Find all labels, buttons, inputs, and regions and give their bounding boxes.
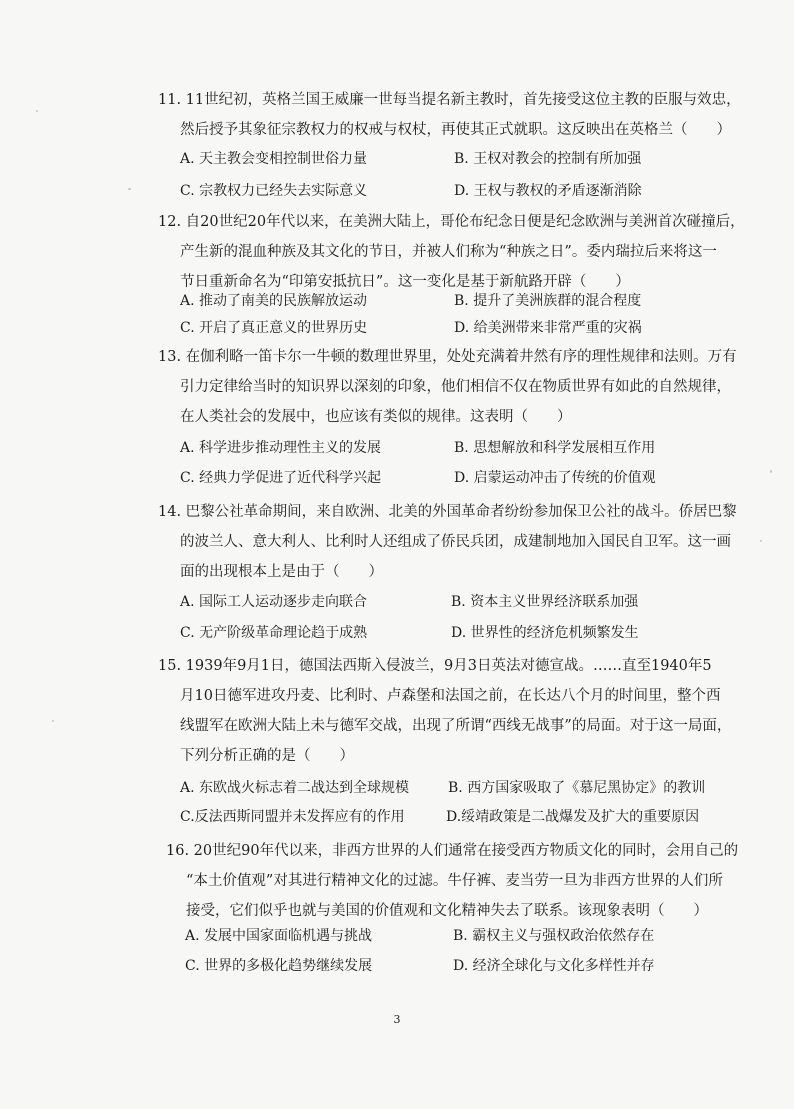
question-12 bbox=[158, 207, 745, 297]
question-15-line-1: 15. 1939年9月1日，德国法西斯入侵波兰，9月3日英法对德宣战。……直至1940年5 bbox=[158, 658, 712, 674]
question-15-option-a: A. 东欧战火标志着二战达到全球规模 bbox=[180, 780, 410, 796]
question-13 bbox=[158, 342, 737, 432]
question-15-line-2: 月10日德军进攻丹麦、比利时、卢森堡和法国之前，在长达八个月的时间里，整个西 bbox=[180, 688, 721, 704]
question-16-option-a: A. 发展中国家面临机遇与挑战 bbox=[185, 928, 373, 944]
question-16-option-b: B. 霸权主义与强权政治依然存在 bbox=[453, 928, 655, 944]
question-16-line-3: 接受，它们似乎也就与美国的价值观和文化精神失去了联系。该现象表明（ ） bbox=[186, 903, 708, 919]
question-12-option-c: C. 开启了真正意义的世界历史 bbox=[180, 320, 368, 336]
question-13-option-c: C. 经典力学促进了近代科学兴起 bbox=[180, 470, 382, 486]
question-11-option-a: A. 天主教会变相控制世俗力量 bbox=[180, 151, 368, 167]
question-14-line-2: 的波兰人、意大利人、比利时人还组成了侨民兵团，成建制地加入国民自卫军。这一画 bbox=[180, 534, 731, 550]
question-11 bbox=[158, 85, 741, 145]
scan-speck bbox=[36, 110, 38, 112]
question-12-line-3: 节日重新命名为“印第安抵抗日”。这一变化是基于新航路开辟（ ） bbox=[180, 274, 630, 290]
question-12-line-2: 产生新的混血种族及其文化的节日，并被人们称为“种族之日”。委内瑞拉后来将这一 bbox=[180, 244, 717, 260]
question-14-line-3: 面的出现根本上是由于（ ） bbox=[180, 564, 383, 580]
question-14-option-b: B. 资本主义世界经济联系加强 bbox=[451, 594, 639, 610]
question-12-line-1: 12. 自20世纪20年代以来，在美洲大陆上，哥伦布纪念日便是纪念欧洲与美洲首次碰撞后， bbox=[158, 214, 745, 230]
question-16 bbox=[166, 836, 738, 926]
question-12-option-b: B. 提升了美洲族群的混合程度 bbox=[454, 293, 642, 309]
question-15 bbox=[158, 651, 731, 771]
page-number: 3 bbox=[393, 1013, 401, 1026]
question-11-option-b: B. 王权对教会的控制有所加强 bbox=[454, 151, 642, 167]
question-11-line-1: 11. 11世纪初，英格兰国王威廉一世每当提名新主教时，首先接受这位主教的臣服与效忠， bbox=[158, 92, 741, 108]
scan-speck bbox=[770, 470, 772, 473]
question-14-option-a: A. 国际工人运动逐步走向联合 bbox=[180, 594, 368, 610]
question-13-line-3: 在人类社会的发展中，也应该有类似的规律。这表明（ ） bbox=[180, 409, 572, 425]
question-13-option-a: A. 科学进步推动理性主义的发展 bbox=[180, 440, 382, 456]
question-12-option-d: D. 给美洲带来非常严重的灾祸 bbox=[454, 320, 642, 336]
question-11-line-2: 然后授予其象征宗教权力的权戒与权杖，再使其正式就职。这反映出在英格兰（ ） bbox=[180, 122, 731, 138]
question-14 bbox=[158, 497, 737, 587]
question-11-option-c: C. 宗教权力已经失去实际意义 bbox=[180, 183, 368, 199]
scan-speck bbox=[760, 540, 762, 542]
question-15-line-3: 线盟军在欧洲大陆上未与德军交战，出现了所谓“西线无战事”的局面。对于这一局面， bbox=[180, 718, 732, 734]
question-13-option-d: D. 启蒙运动冲击了传统的价值观 bbox=[454, 470, 656, 486]
question-16-line-1: 16. 20世纪90年代以来，非西方世界的人们通常在接受西方物质文化的同时，会用自己的 bbox=[166, 843, 739, 859]
question-13-line-2: 引力定律给当时的知识界以深刻的印象，他们相信不仅在物质世界有如此的自然规律， bbox=[180, 379, 731, 395]
question-13-option-b: B. 思想解放和科学发展相互作用 bbox=[454, 440, 656, 456]
question-16-option-d: D. 经济全球化与文化多样性并存 bbox=[453, 958, 655, 974]
question-15-option-c: C.反法西斯同盟并未发挥应有的作用 bbox=[180, 809, 405, 825]
scan-speck bbox=[128, 188, 131, 190]
question-12-option-a: A. 推动了南美的民族解放运动 bbox=[180, 293, 368, 309]
question-14-option-d: D. 世界性的经济危机频繁发生 bbox=[451, 625, 639, 641]
question-15-option-d: D.绥靖政策是二战爆发及扩大的重要原因 bbox=[446, 809, 700, 825]
question-16-option-c: C. 世界的多极化趋势继续发展 bbox=[185, 958, 373, 974]
question-14-option-c: C. 无产阶级革命理论趋于成熟 bbox=[180, 625, 368, 641]
question-15-line-4: 下列分析正确的是（ ） bbox=[180, 748, 354, 764]
question-15-option-b: B. 西方国家吸取了《慕尼黑协定》的教训 bbox=[448, 780, 706, 796]
question-13-line-1: 13. 在伽利略一笛卡尔一牛顿的数理世界里，处处充满着井然有序的理性规律和法则。万有 bbox=[158, 349, 737, 365]
question-14-line-1: 14. 巴黎公社革命期间，来自欧洲、北美的外国革命者纷纷参加保卫公社的战斗。侨居巴黎 bbox=[158, 504, 737, 520]
question-16-line-2: “本土价值观”对其进行精神文化的过滤。牛仔裤、麦当劳一旦为非西方世界的人们所 bbox=[186, 873, 723, 889]
scan-speck bbox=[52, 720, 54, 722]
question-11-option-d: D. 王权与教权的矛盾逐渐消除 bbox=[454, 183, 642, 199]
scan-speck bbox=[618, 181, 620, 183]
